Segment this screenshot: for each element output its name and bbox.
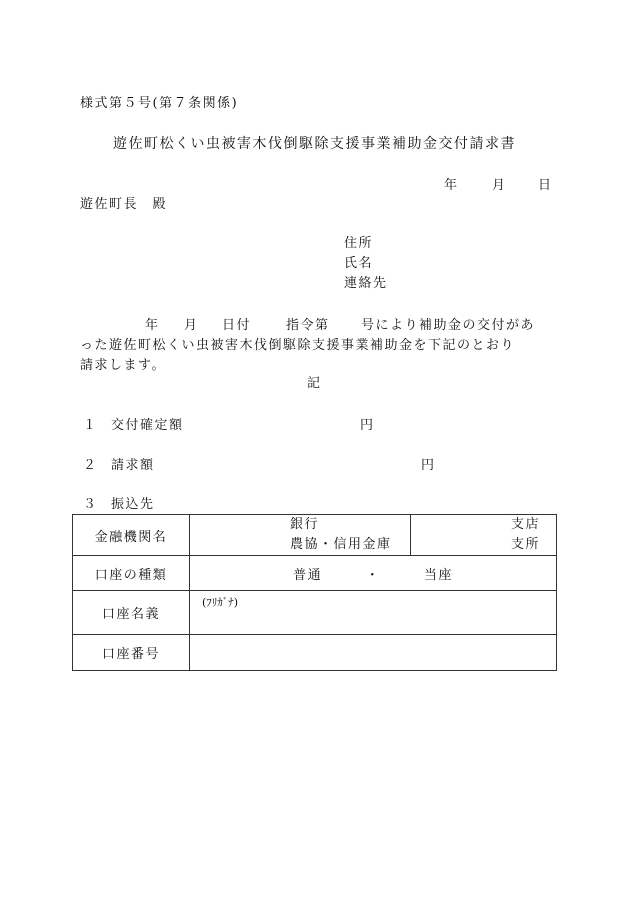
body-line3: 請求します。: [80, 358, 166, 373]
item-unit: 円: [360, 418, 375, 433]
option-separator: ・: [365, 567, 381, 583]
body-line2: った遊佐町松くい虫被害木伐倒駆除支援事業補助金を下記のとおり: [80, 338, 516, 353]
furigana-note: (ﾌﾘｶﾞﾅ): [202, 596, 239, 609]
table-row: [73, 591, 557, 635]
item-number: １: [83, 418, 98, 433]
transfer-table: [72, 514, 557, 671]
date-year: 年: [444, 178, 459, 193]
branch-cell: [411, 515, 557, 556]
coop-label: 農協・信用金庫: [290, 537, 392, 552]
institution-label: 金融機関名: [73, 515, 190, 556]
table-row: [73, 556, 557, 591]
body-line1-rest: 号により補助金の交付があ: [361, 318, 536, 333]
account-number-label: 口座番号: [73, 635, 190, 671]
contact-label: 連絡先: [344, 276, 388, 291]
account-name-label: 口座名義: [73, 591, 190, 635]
item-label: 交付確定額: [111, 418, 184, 433]
account-name-cell: [190, 591, 557, 635]
account-type-label: 口座の種類: [73, 556, 190, 591]
account-type-options: [190, 556, 557, 591]
table-row: [73, 635, 557, 671]
table-row: [73, 515, 557, 556]
branch-label: 支店: [510, 517, 540, 532]
body-directive: 指令第: [286, 318, 330, 333]
body-day: 日付: [222, 318, 252, 333]
account-number-cell: [190, 635, 557, 671]
ki-heading: 記: [307, 376, 322, 391]
form-number: 様式第５号(第７条関係): [80, 96, 239, 111]
item-number: ２: [83, 458, 98, 473]
name-label: 氏名: [344, 256, 374, 271]
office-label: 支所: [510, 537, 540, 552]
item-label: 振込先: [111, 497, 155, 512]
item-unit: 円: [421, 458, 436, 473]
bank-label: 銀行: [290, 517, 320, 532]
body-year: 年: [145, 318, 160, 333]
address-label: 住所: [344, 236, 374, 251]
ordinary-option: 普通: [293, 567, 323, 583]
body-month: 月: [184, 318, 199, 333]
document-title: 遊佐町松くい虫被害木伐倒駆除支援事業補助金交付請求書: [113, 136, 516, 152]
item-number: ３: [83, 497, 98, 512]
date-day: 日: [538, 178, 553, 193]
addressee: 遊佐町長 殿: [80, 197, 168, 212]
item-label: 請求額: [111, 458, 155, 473]
current-option: 当座: [423, 567, 453, 583]
institution-name-cell: [190, 515, 411, 556]
date-month: 月: [492, 178, 507, 193]
